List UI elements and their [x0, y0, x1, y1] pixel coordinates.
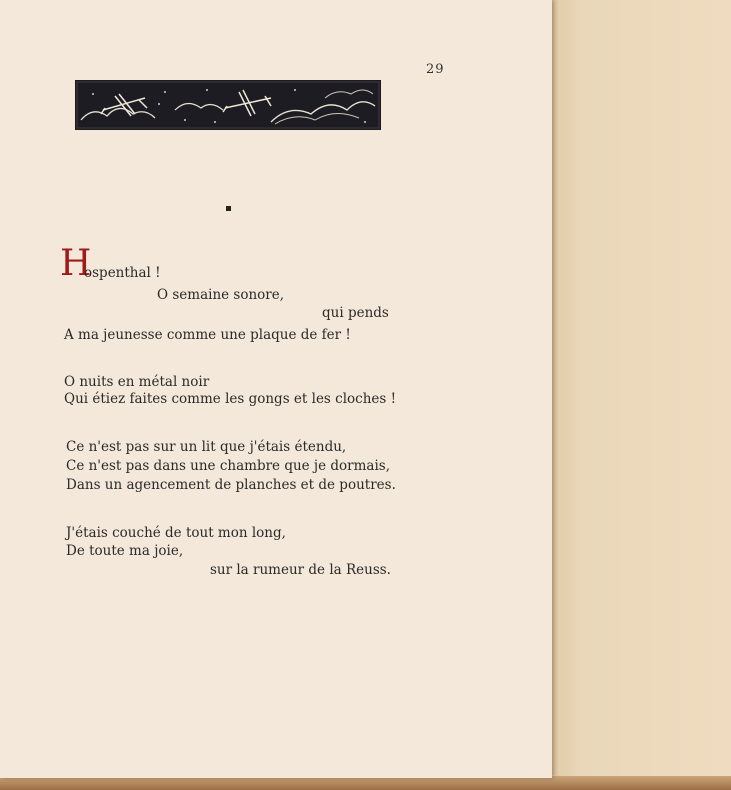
poem-line: ospenthal ! [84, 265, 161, 281]
poem-line: Dans un agencement de planches et de poutres. [66, 477, 396, 493]
drop-cap: H [60, 243, 92, 284]
adjacent-page [548, 0, 731, 790]
table-surface [0, 776, 731, 790]
poem-line: O semaine sonore, [157, 287, 285, 303]
page-number: 29 [426, 62, 445, 77]
poem-line: Qui étiez faites comme les gongs et les cloches ! [64, 391, 397, 407]
poem-line: Ce n'est pas dans une chambre que je dormais, [66, 458, 391, 474]
poem-line: O nuits en métal noir [64, 374, 210, 390]
poem-line: qui pends [322, 305, 389, 321]
poem-line: De toute ma joie, [66, 543, 184, 559]
poem-line: J'étais couché de tout mon long, [66, 525, 286, 541]
poem-line: sur la rumeur de la Reuss. [210, 562, 391, 578]
poem-line: A ma jeunesse comme une plaque de fer ! [64, 327, 351, 343]
poem-line: Ce n'est pas sur un lit que j'étais étendu, [66, 439, 347, 455]
